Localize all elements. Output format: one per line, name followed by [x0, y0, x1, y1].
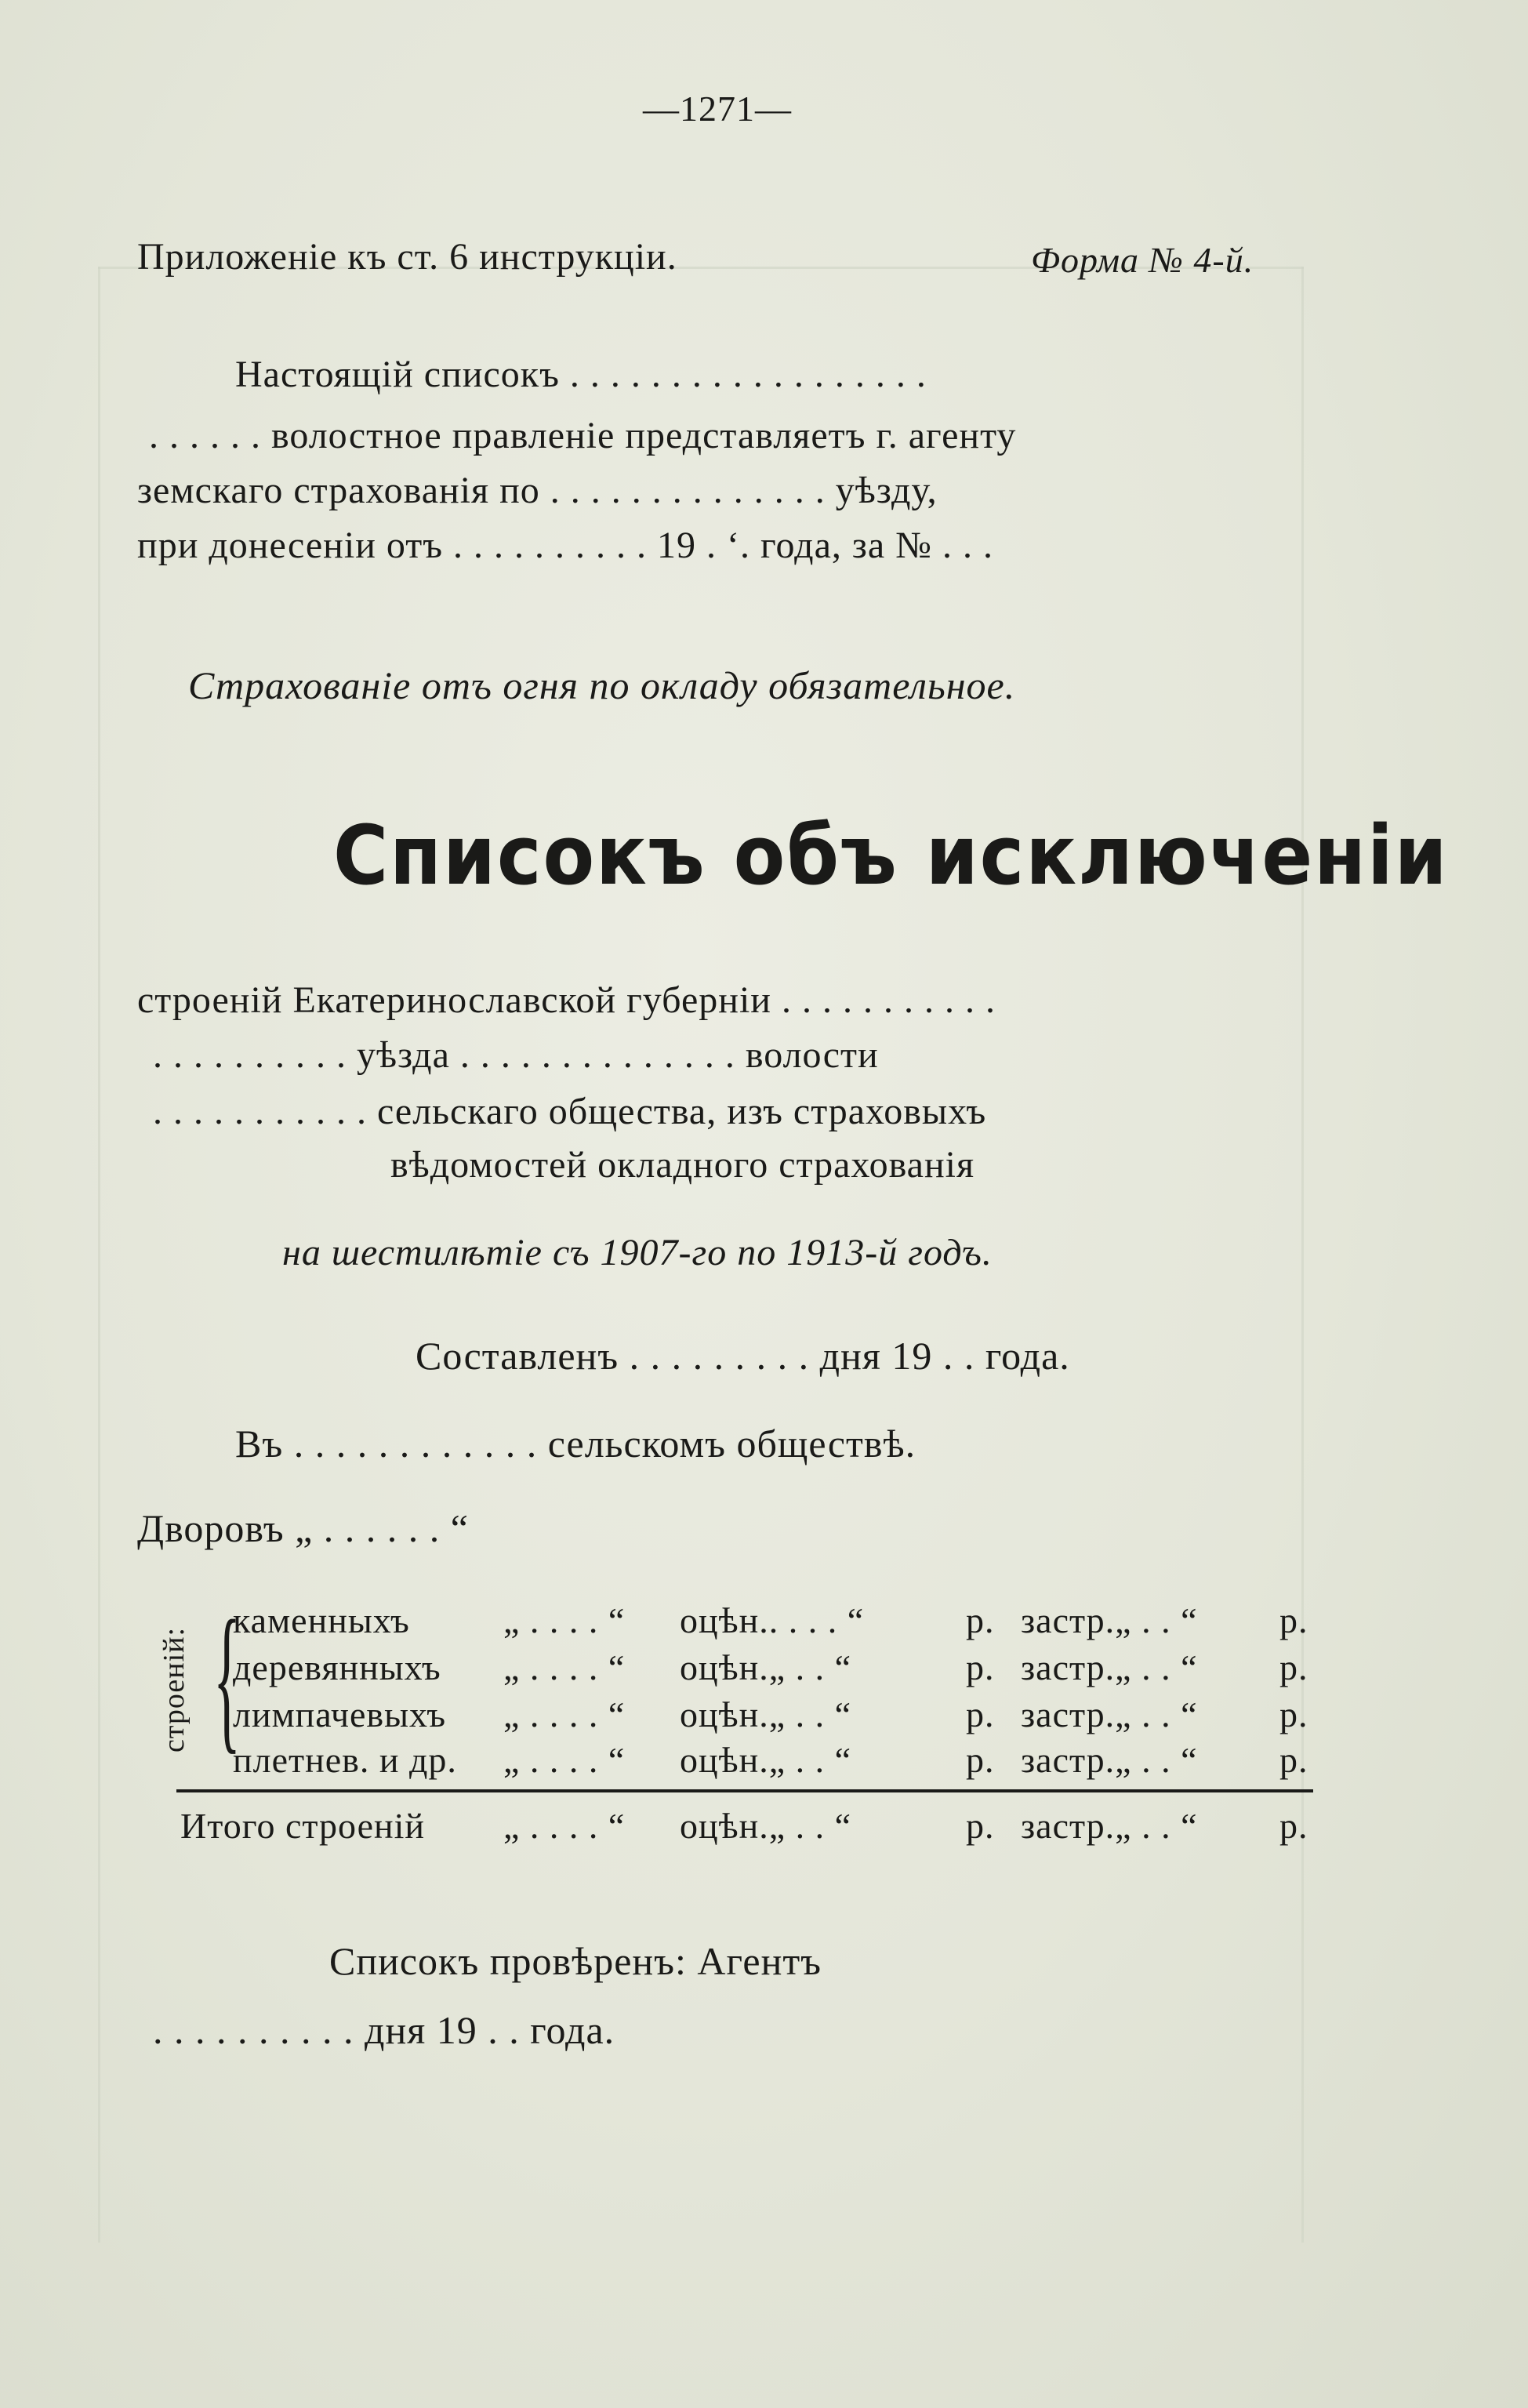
building-row-2-count: „ . . . . “ [503, 1647, 626, 1687]
compiled-date: Составленъ . . . . . . . . . дня 19 . . года. [416, 1334, 1070, 1378]
building-row-1-count: „ . . . . “ [503, 1600, 626, 1640]
intro-line-4: при донесеніи отъ . . . . . . . . . . 19 . ʻ. года, за № . . . [137, 525, 993, 566]
document-title: Списокъ объ исключеніи [333, 808, 1449, 903]
intro-line-1: Настоящій списокъ . . . . . . . . . . . . . . . . . . [235, 354, 927, 395]
bleed-through-line-right [1301, 267, 1304, 2243]
building-row-2-appraised: оцѣн.„ . . “ [680, 1647, 852, 1687]
verified-line-1: Списокъ провѣренъ: Агентъ [329, 1939, 822, 1983]
building-row-3-unit1: р. [966, 1694, 995, 1734]
building-row-2-unit1: р. [966, 1647, 995, 1687]
building-row-2-unit2: р. [1279, 1647, 1308, 1687]
subject-line-2: . . . . . . . . . . уѣзда . . . . . . . . . . . . . . волости [153, 1034, 879, 1076]
building-row-4-kind: плетнев. и др. [233, 1740, 457, 1780]
subject-line-3: . . . . . . . . . . . сельскаго общества, изъ страховыхъ [153, 1091, 987, 1132]
page-number: —1271— [643, 89, 792, 129]
building-row-1-unit1: р. [966, 1600, 995, 1640]
intro-line-3: земскаго страхованія по . . . . . . . . . . . . . . уѣзду, [137, 470, 938, 511]
building-row-4-appraised: оцѣн.„ . . “ [680, 1740, 852, 1780]
total-row-appraised: оцѣн.„ . . “ [680, 1806, 852, 1846]
building-row-2-kind: деревянныхъ [233, 1647, 441, 1687]
building-row-4-unit2: р. [1279, 1740, 1308, 1780]
insurance-note: Страхованіе отъ огня по окладу обязательное. [188, 663, 1016, 707]
buildings-brace: { [213, 1587, 241, 1767]
building-row-3-unit2: р. [1279, 1694, 1308, 1734]
total-row-unit2: р. [1279, 1806, 1308, 1846]
buildings-side-label: строеній: [158, 1626, 191, 1752]
bleed-through-line-left [98, 267, 100, 2243]
building-row-3-count: „ . . . . “ [503, 1694, 626, 1734]
society-line: Въ . . . . . . . . . . . . сельскомъ обществѣ. [235, 1422, 916, 1466]
form-number: Форма № 4-й. [1031, 240, 1254, 280]
subject-line-4: вѣдомостей окладного страхованія [390, 1144, 975, 1186]
building-row-1-unit2: р. [1279, 1600, 1308, 1640]
building-row-4-unit1: р. [966, 1740, 995, 1780]
total-row-unit1: р. [966, 1806, 995, 1846]
total-separator-rule [176, 1789, 1313, 1792]
appendix-reference: Приложеніе къ ст. 6 инструкціи. [137, 236, 677, 278]
building-row-3-kind: лимпачевыхъ [233, 1694, 447, 1734]
verified-line-2: . . . . . . . . . . дня 19 . . года. [153, 2008, 615, 2052]
period: на шестилѣтіе съ 1907-го по 1913-й годъ. [282, 1232, 993, 1273]
total-row-count: „ . . . . “ [503, 1806, 626, 1846]
building-row-2-insured: застр.„ . . “ [1021, 1647, 1198, 1687]
intro-line-2: . . . . . . волостное правленіе представляетъ г. агенту [149, 415, 1017, 456]
building-row-1-appraised: оцѣн.. . . . “ [680, 1600, 865, 1640]
total-row-kind: Итого строеній [180, 1806, 426, 1846]
building-row-1-insured: застр.„ . . “ [1021, 1600, 1198, 1640]
building-row-1-kind: каменныхъ [233, 1600, 410, 1640]
building-row-3-insured: застр.„ . . “ [1021, 1694, 1198, 1734]
building-row-4-count: „ . . . . “ [503, 1740, 626, 1780]
subject-line-1: строеній Екатеринославской губерніи . . . . . . . . . . . [137, 979, 996, 1021]
building-row-4-insured: застр.„ . . “ [1021, 1740, 1198, 1780]
building-row-3-appraised: оцѣн.„ . . “ [680, 1694, 852, 1734]
yards-count: Дворовъ „ . . . . . . “ [137, 1506, 469, 1550]
total-row-insured: застр.„ . . “ [1021, 1806, 1198, 1846]
